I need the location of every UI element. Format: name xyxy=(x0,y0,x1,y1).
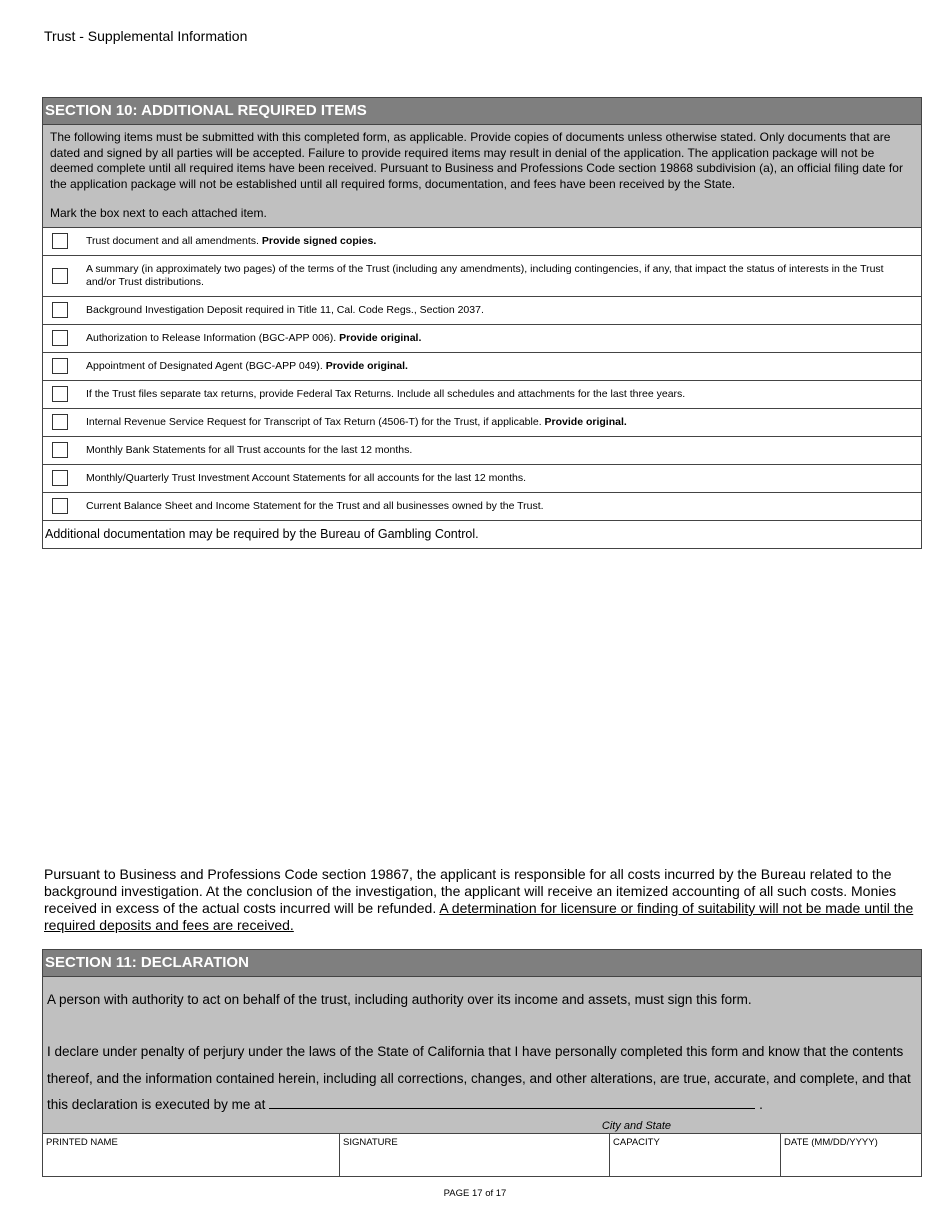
list-item xyxy=(43,464,921,492)
list-item xyxy=(43,255,921,296)
item-label: Internal Revenue Service Request for Transcript of Tax Return (4506-T) for the Trust, if applicable. Provide original. xyxy=(86,415,627,428)
item-checkbox[interactable] xyxy=(52,442,68,458)
item-checkbox[interactable] xyxy=(52,498,68,514)
list-item xyxy=(43,436,921,464)
section-11 xyxy=(42,949,922,1177)
additional-documentation-note: Additional documentation may be required by the Bureau of Gambling Control. xyxy=(43,520,921,548)
item-checkbox[interactable] xyxy=(52,386,68,402)
capacity-label: CAPACITY xyxy=(613,1136,660,1148)
item-label: Background Investigation Deposit required in Title 11, Cal. Code Regs., Section 2037. xyxy=(86,303,484,316)
item-checkbox[interactable] xyxy=(52,268,68,284)
item-label: Monthly Bank Statements for all Trust accounts for the last 12 months. xyxy=(86,443,413,456)
declaration-body xyxy=(43,977,921,1133)
date-label: DATE (MM/DD/YYYY) xyxy=(784,1136,878,1148)
item-label: A summary (in approximately two pages) of the terms of the Trust (including any amendments), including contingencies, if any, that impact the status of interests in the Trust and/or Trust distributions. xyxy=(86,262,884,288)
list-item xyxy=(43,324,921,352)
item-label: Appointment of Designated Agent (BGC-APP 049). Provide original. xyxy=(86,359,408,372)
list-item xyxy=(43,380,921,408)
section-10 xyxy=(42,97,922,549)
printed-name-field[interactable] xyxy=(43,1134,340,1176)
item-label: If the Trust files separate tax returns, provide Federal Tax Returns. Include all schedules and attachments for the last three years. xyxy=(86,387,686,400)
capacity-field[interactable] xyxy=(610,1134,781,1176)
section-11-heading: SECTION 11: DECLARATION xyxy=(43,950,921,977)
declaration-text: I declare under penalty of perjury under the laws of the State of California that I have personally completed this form and know that the contents thereof, and the information contained herein, including all corrections, changes, and other alterations, are true, accurate, and complete, and that this declaration is executed by me at . xyxy=(47,1044,911,1112)
list-item xyxy=(43,492,921,520)
intro-text: The following items must be submitted with this completed form, as applicable. Provide copies of documents unless otherwise stated. Only documents that are dated and signed by all parties will be accepted. Failure to provide required items may result in denial of the application. The application package will not be deemed complete until all required items have been received. Pursuant to Business and Professions Code section 19868 subdivision (a), an official filing date for the application package will not be established until all required forms, documentation, and fees have been received by the State. xyxy=(50,130,903,191)
city-state-field[interactable] xyxy=(269,1094,755,1109)
item-label: Current Balance Sheet and Income Statement for the Trust and all businesses owned by the Trust. xyxy=(86,499,544,512)
item-label: Trust document and all amendments. Provide signed copies. xyxy=(86,234,377,247)
city-state-label: City and State xyxy=(601,1119,671,1132)
item-checkbox[interactable] xyxy=(52,358,68,374)
list-item xyxy=(43,227,921,255)
date-field[interactable] xyxy=(781,1134,921,1176)
authority-text: A person with authority to act on behalf of the trust, including authority over its income and assets, must sign this form. xyxy=(47,992,752,1007)
mark-instruction: Mark the box next to each attached item. xyxy=(50,206,267,220)
item-checkbox[interactable] xyxy=(52,330,68,346)
printed-name-label: PRINTED NAME xyxy=(46,1136,118,1148)
item-checkbox[interactable] xyxy=(52,302,68,318)
signature-table xyxy=(43,1133,921,1176)
item-label: Monthly/Quarterly Trust Investment Account Statements for all accounts for the last 12 months. xyxy=(86,471,527,484)
item-checkbox[interactable] xyxy=(52,233,68,249)
list-item xyxy=(43,352,921,380)
section-10-intro xyxy=(43,125,921,227)
list-item xyxy=(43,296,921,324)
costs-text: Pursuant to Business and Professions Code section 19867, the applicant is responsible for all costs incurred by the Bureau related to the background investigation. At the conclusion of the investigation, the applicant will receive an itemized accounting of all such costs. Monies received in excess of the actual costs incurred will be refunded. xyxy=(44,866,897,916)
list-item xyxy=(43,408,921,436)
page-title: Trust - Supplemental Information xyxy=(44,28,248,44)
item-checkbox[interactable] xyxy=(52,470,68,486)
page-number: PAGE 17 of 17 xyxy=(443,1188,507,1199)
signature-field[interactable] xyxy=(340,1134,610,1176)
costs-underlined-text: A determination for licensure or finding of suitability will not be made until the required deposits and fees are received. xyxy=(44,900,914,933)
signature-label: SIGNATURE xyxy=(343,1136,398,1148)
item-label: Authorization to Release Information (BGC-APP 006). Provide original. xyxy=(86,331,422,344)
section-10-heading: SECTION 10: ADDITIONAL REQUIRED ITEMS xyxy=(43,98,921,125)
costs-paragraph xyxy=(44,866,914,934)
item-checkbox[interactable] xyxy=(52,414,68,430)
